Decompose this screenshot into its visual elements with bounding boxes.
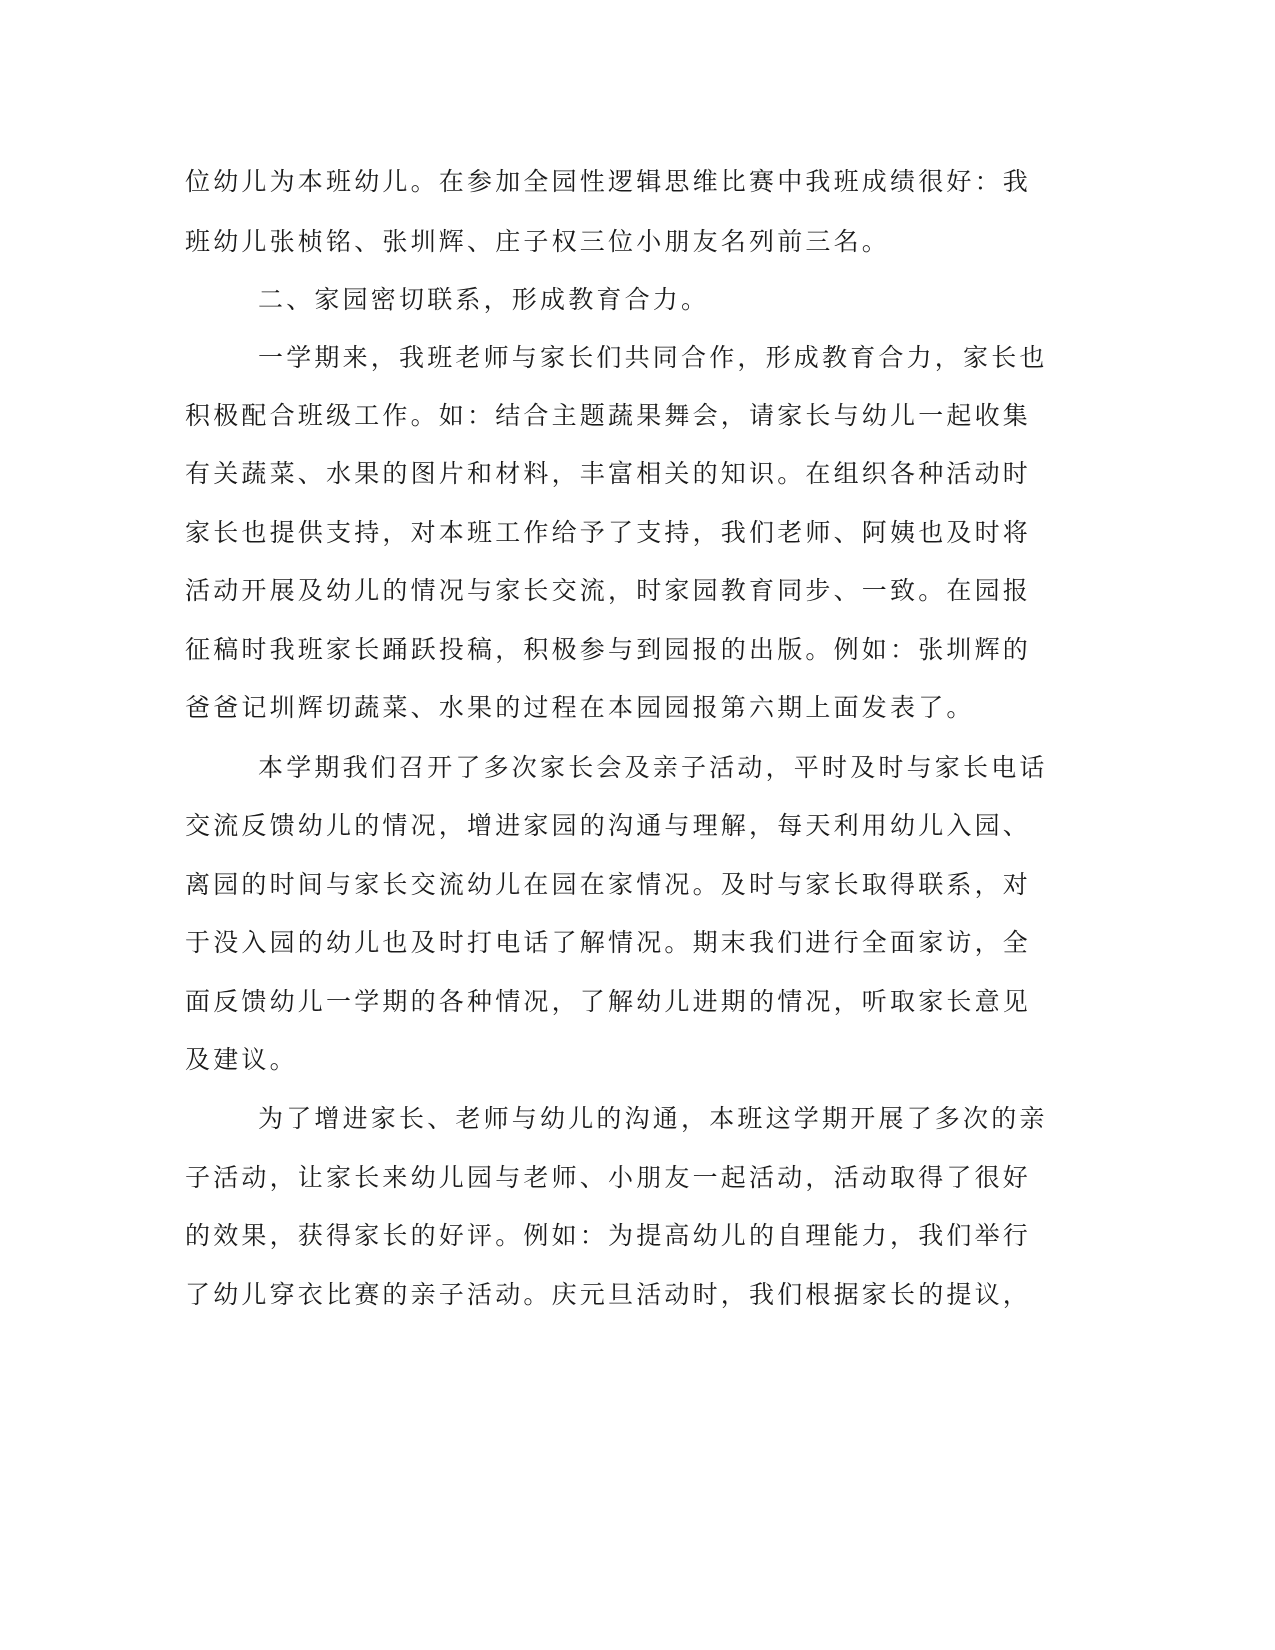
text-line: 了幼儿穿衣比赛的亲子活动。庆元旦活动时，我们根据家长的提议， [185, 1280, 1032, 1309]
text-line: 位幼儿为本班幼儿。在参加全园性逻辑思维比赛中我班成绩很好：我 [185, 167, 1032, 196]
text-line: 本学期我们召开了多次家长会及亲子活动，平时及时与家长电话 [258, 753, 1048, 782]
text-line: 一学期来，我班老师与家长们共同合作，形成教育合力，家长也 [258, 343, 1048, 372]
text-line: 活动开展及幼儿的情况与家长交流，时家园教育同步、一致。在园报 [185, 576, 1032, 605]
text-line: 征稿时我班家长踊跃投稿，积极参与到园报的出版。例如：张圳辉的 [185, 635, 1032, 664]
text-line: 积极配合班级工作。如：结合主题蔬果舞会，请家长与幼儿一起收集 [185, 401, 1032, 430]
text-line: 爸爸记圳辉切蔬菜、水果的过程在本园园报第六期上面发表了。 [185, 693, 975, 722]
text-line: 交流反馈幼儿的情况，增进家园的沟通与理解，每天利用幼儿入园、 [185, 811, 1032, 840]
text-line: 家长也提供支持，对本班工作给予了支持，我们老师、阿姨也及时将 [185, 518, 1032, 547]
text-line: 为了增进家长、老师与幼儿的沟通，本班这学期开展了多次的亲 [258, 1104, 1048, 1133]
text-line: 有关蔬菜、水果的图片和材料，丰富相关的知识。在组织各种活动时 [185, 459, 1032, 488]
text-line: 及建议。 [185, 1045, 298, 1074]
section-heading: 二、家园密切联系，形成教育合力。 [258, 285, 710, 314]
text-line: 面反馈幼儿一学期的各种情况，了解幼儿进期的情况，听取家长意见 [185, 987, 1032, 1016]
text-line: 离园的时间与家长交流幼儿在园在家情况。及时与家长取得联系，对 [185, 870, 1032, 899]
text-line: 于没入园的幼儿也及时打电话了解情况。期末我们进行全面家访，全 [185, 928, 1032, 957]
text-line: 子活动，让家长来幼儿园与老师、小朋友一起活动，活动取得了很好 [185, 1163, 1032, 1192]
text-line: 的效果，获得家长的好评。例如：为提高幼儿的自理能力，我们举行 [185, 1221, 1032, 1250]
text-line: 班幼儿张桢铭、张圳辉、庄子权三位小朋友名列前三名。 [185, 227, 891, 256]
